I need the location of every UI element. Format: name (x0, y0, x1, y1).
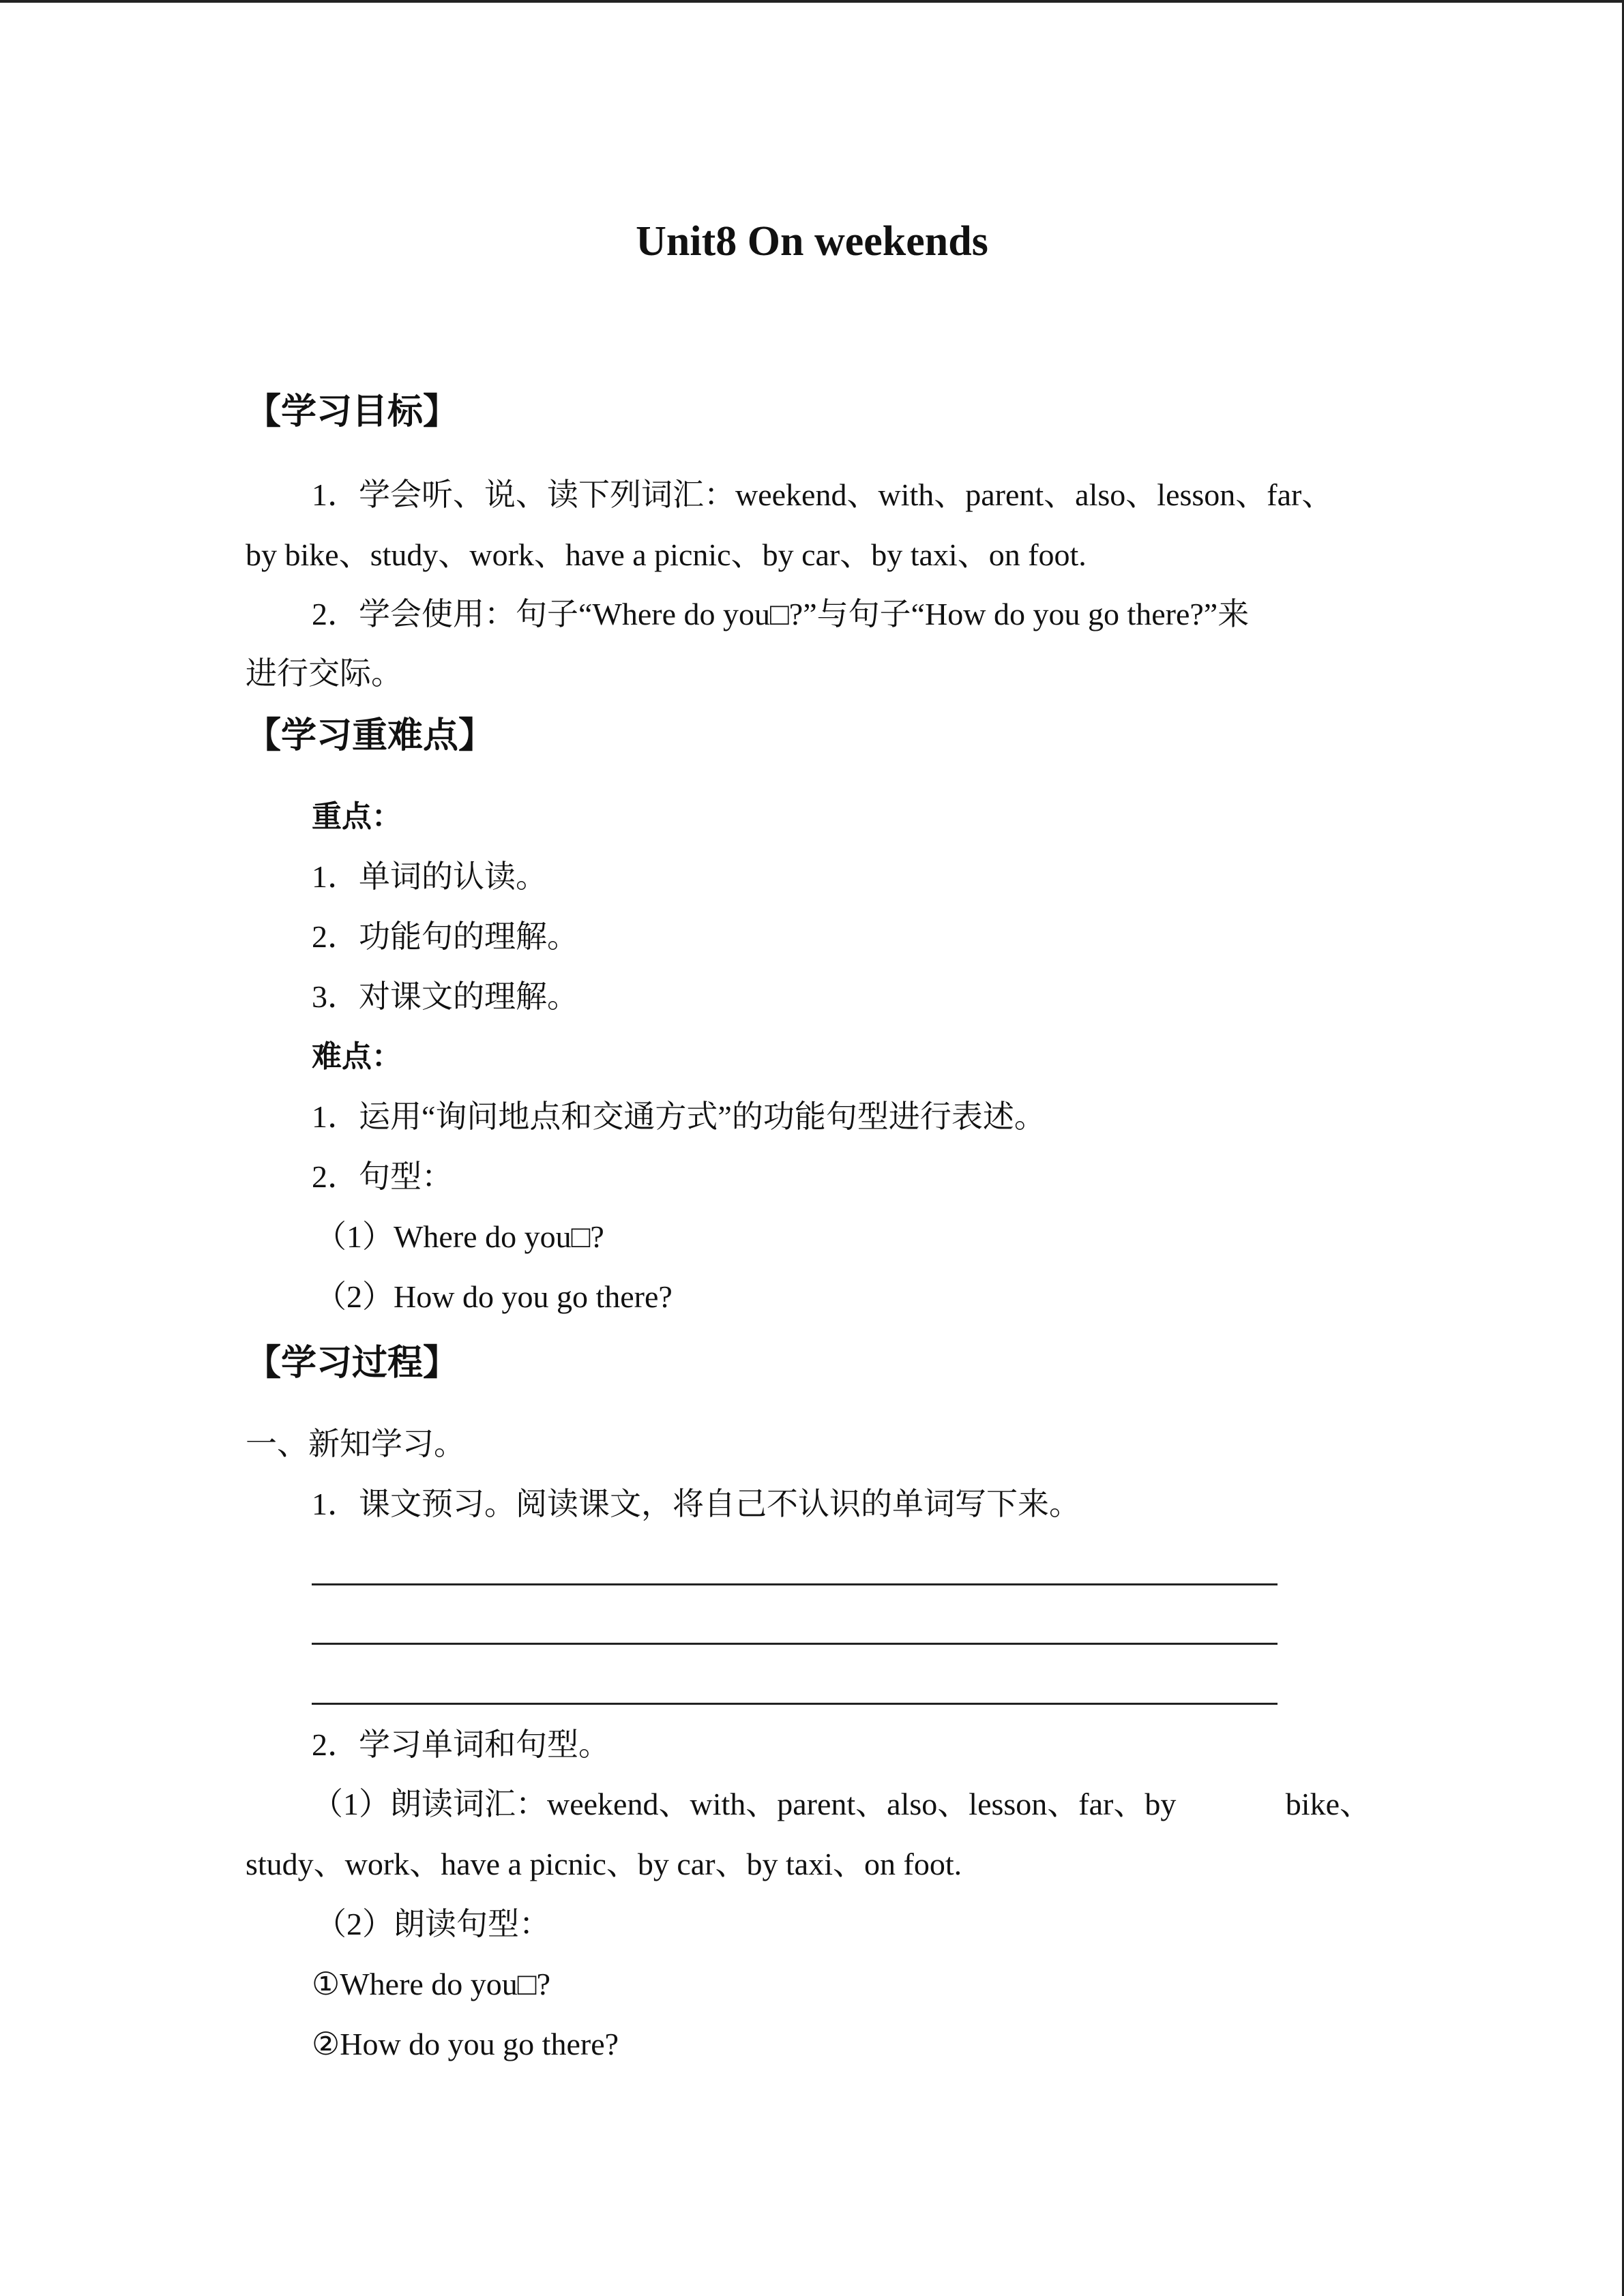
key-label: 重点： (312, 799, 402, 834)
vocab-line-1-left: （1）朗读词汇：weekend、with、parent、also、lesson、far、by (312, 1787, 1177, 1821)
vocab-line-1 (312, 1783, 1371, 1826)
sentence-1: ①Where do you□? (312, 1967, 551, 2001)
document-title: Unit8 On weekends (636, 218, 988, 265)
difficult-label: 难点： (312, 1039, 402, 1074)
objectives-heading: 【学习目标】 (246, 391, 459, 432)
objective-item-2-line-2: 进行交际。 (246, 656, 402, 691)
answer-line-1[interactable] (312, 1583, 1278, 1585)
process-part-1: 一、新知学习。 (246, 1427, 465, 1461)
process-heading: 【学习过程】 (246, 1343, 459, 1384)
key-item-3: 3．对课文的理解。 (312, 979, 578, 1014)
objective-item-1-line-1: 1．学会听、说、读下列词汇：weekend、with、parent、also、lesson、far、 (312, 477, 1333, 512)
answer-line-3[interactable] (312, 1703, 1278, 1705)
pattern-2: （2）How do you go there? (315, 1279, 673, 1314)
difficult-item-2: 2．句型： (312, 1159, 453, 1194)
process-step-1: 1．课文预习。阅读课文，将自己不认识的单词写下来。 (312, 1487, 1080, 1521)
key-points-heading: 【学习重难点】 (246, 715, 494, 756)
pattern-1: （1）Where do you□? (315, 1219, 604, 1254)
vocab-line-2: study、work、have a picnic、by car、by taxi、on foot. (246, 1847, 962, 1881)
sentence-label: （2）朗读句型： (315, 1907, 550, 1941)
objective-item-2-line-1: 2．学会使用：句子“Where do you□?”与句子“How do you go there?”来 (312, 597, 1250, 631)
answer-line-2[interactable] (312, 1643, 1278, 1645)
difficult-item-1: 1．运用“询问地点和交通方式”的功能句型进行表述。 (312, 1099, 1046, 1134)
key-item-2: 2．功能句的理解。 (312, 919, 578, 954)
objective-item-1-line-2: by bike、study、work、have a picnic、by car、by taxi、on foot. (246, 537, 1087, 572)
vocab-line-1-right: bike、 (1285, 1787, 1371, 1821)
process-step-2: 2．学习单词和句型。 (312, 1727, 610, 1762)
sentence-2: ②How do you go there? (312, 2027, 619, 2061)
key-item-1: 1．单词的认读。 (312, 859, 547, 894)
